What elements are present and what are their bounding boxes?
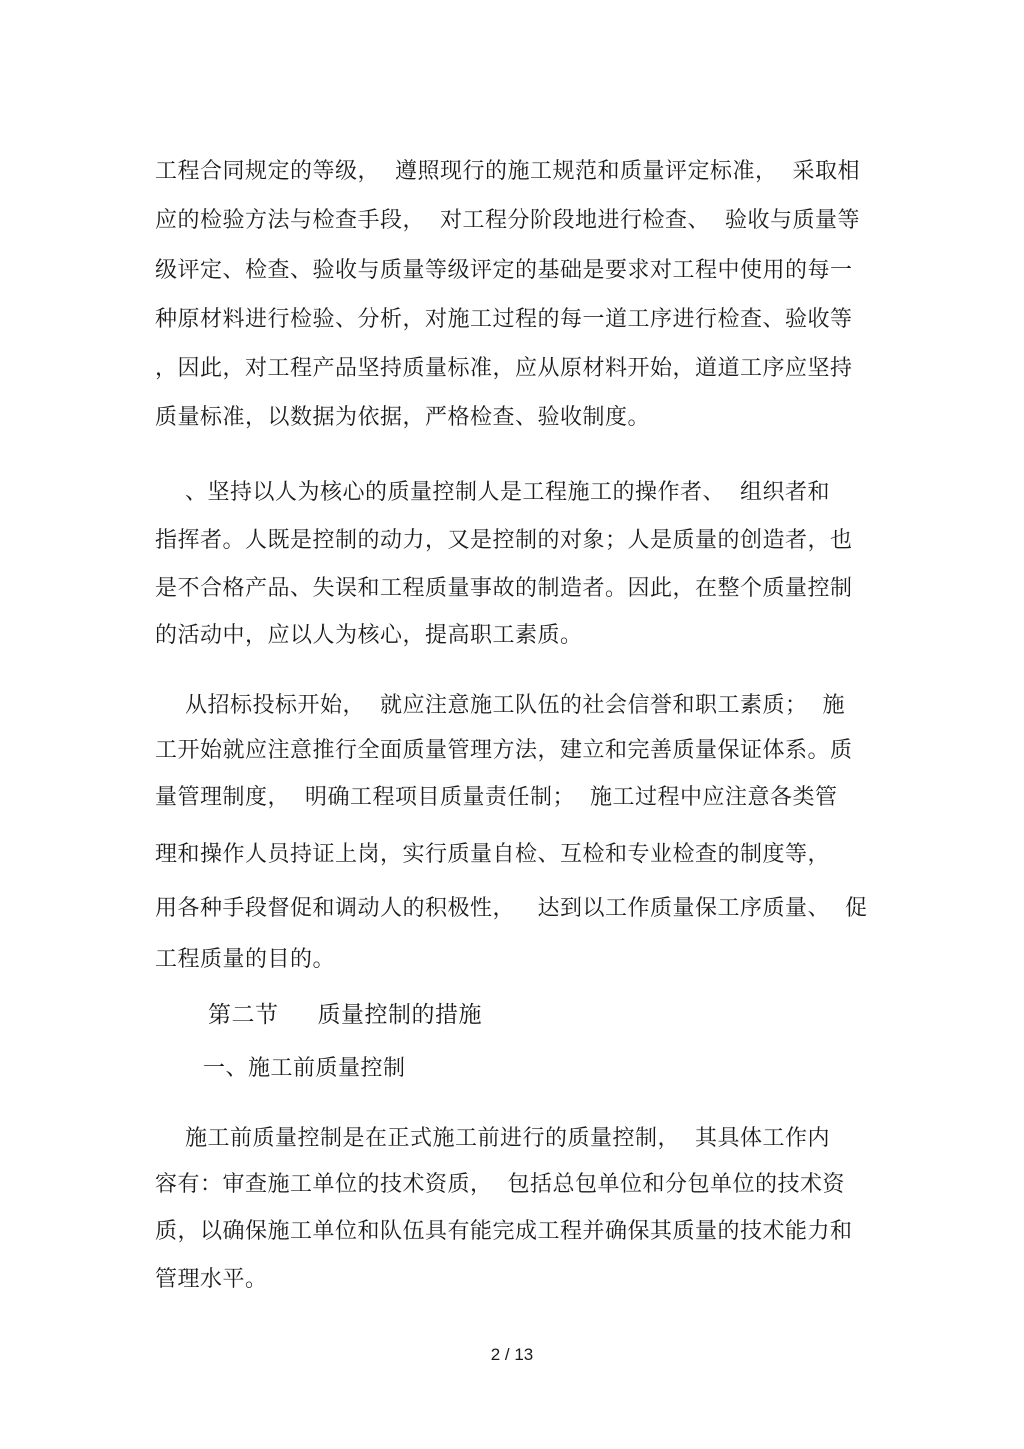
paragraph-4-line-2: 容有：审查施工单位的技术资质， 包括总包单位和分包单位的技术资 [155, 1172, 845, 1197]
section-heading: 第二节 质量控制的措施 [208, 1002, 483, 1028]
paragraph-4-line-3: 质，以确保施工单位和队伍具有能完成工程并确保其质量的技术能力和 [155, 1219, 853, 1244]
subheading: 一、施工前质量控制 [203, 1056, 406, 1081]
paragraph-4-line-4: 管理水平。 [155, 1267, 268, 1292]
paragraph-2-line-4: 的活动中，应以人为核心，提高职工素质。 [155, 623, 583, 648]
paragraph-1-line-3: 级评定、检查、验收与质量等级评定的基础是要求对工程中使用的每一 [155, 258, 853, 283]
paragraph-3-line-3: 量管理制度， 明确工程项目质量责任制； 施工过程中应注意各类管 [155, 785, 838, 810]
paragraph-3-line-1: 从招标投标开始， 就应注意施工队伍的社会信誉和职工素质； 施 [155, 693, 845, 718]
paragraph-3-line-2: 工开始就应注意推行全面质量管理方法，建立和完善质量保证体系。质 [155, 738, 853, 763]
paragraph-2-line-3: 是不合格产品、失误和工程质量事故的制造者。因此，在整个质量控制 [155, 576, 853, 601]
paragraph-2-line-1: 、坚持以人为核心的质量控制人是工程施工的操作者、 组织者和 [155, 480, 830, 505]
paragraph-1-line-5: ，因此，对工程产品坚持质量标准，应从原材料开始，道道工序应坚持 [155, 356, 853, 381]
paragraph-3-line-5: 用各种手段督促和调动人的积极性， 达到以工作质量保工序质量、 促 [155, 896, 868, 921]
paragraph-3-line-6: 工程质量的目的。 [155, 947, 336, 972]
page-number: 2 / 13 [490, 1345, 534, 1364]
paragraph-2-line-2: 指挥者。人既是控制的动力，又是控制的对象；人是质量的创造者，也 [155, 528, 853, 553]
paragraph-4-line-1: 施工前质量控制是在正式施工前进行的质量控制， 其具体工作内 [155, 1126, 830, 1151]
paragraph-1-line-2: 应的检验方法与检查手段， 对工程分阶段地进行检查、 验收与质量等 [155, 208, 860, 233]
paragraph-1-line-4: 种原材料进行检验、分析，对施工过程的每一道工序进行检查、验收等 [155, 307, 853, 332]
paragraph-3-line-4: 理和操作人员持证上岗，实行质量自检、互检和专业检查的制度等， [155, 842, 831, 867]
paragraph-1-line-6: 质量标准，以数据为依据，严格检查、验收制度。 [155, 405, 651, 430]
paragraph-1-line-1: 工程合同规定的等级， 遵照现行的施工规范和质量评定标准， 采取相 [155, 159, 860, 184]
